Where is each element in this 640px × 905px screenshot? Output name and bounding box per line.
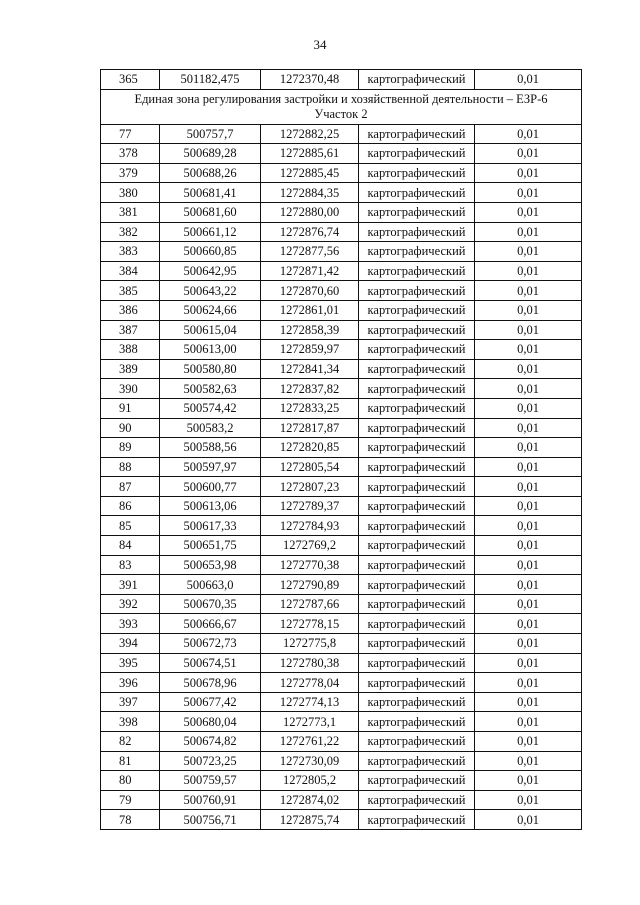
x-coordinate-cell: 500613,00 <box>160 340 261 360</box>
point-number-cell: 77 <box>101 124 160 144</box>
y-coordinate-cell: 1272761,22 <box>261 732 359 752</box>
accuracy-cell: 0,01 <box>475 320 582 340</box>
method-cell: картографический <box>359 516 475 536</box>
point-number-cell: 83 <box>101 555 160 575</box>
table-row <box>101 202 582 222</box>
accuracy-cell: 0,01 <box>475 242 582 262</box>
accuracy-cell: 0,01 <box>475 359 582 379</box>
point-number-cell: 390 <box>101 379 160 399</box>
x-coordinate-cell: 500723,25 <box>160 751 261 771</box>
x-coordinate-cell: 500681,41 <box>160 183 261 203</box>
y-coordinate-cell: 1272773,1 <box>261 712 359 732</box>
method-cell: картографический <box>359 398 475 418</box>
y-coordinate-cell: 1272790,89 <box>261 575 359 595</box>
accuracy-cell: 0,01 <box>475 281 582 301</box>
table-row <box>101 712 582 732</box>
y-coordinate-cell: 1272805,54 <box>261 457 359 477</box>
point-number-cell: 387 <box>101 320 160 340</box>
method-cell: картографический <box>359 810 475 830</box>
x-coordinate-cell: 500757,7 <box>160 124 261 144</box>
x-coordinate-cell: 500588,56 <box>160 438 261 458</box>
x-coordinate-cell: 500674,51 <box>160 653 261 673</box>
table-row <box>101 300 582 320</box>
point-number-cell: 378 <box>101 144 160 164</box>
accuracy-cell: 0,01 <box>475 398 582 418</box>
method-cell: картографический <box>359 575 475 595</box>
x-coordinate-cell: 500660,85 <box>160 242 261 262</box>
method-cell: картографический <box>359 202 475 222</box>
table-row <box>101 70 582 90</box>
accuracy-cell: 0,01 <box>475 457 582 477</box>
y-coordinate-cell: 1272841,34 <box>261 359 359 379</box>
y-coordinate-cell: 1272780,38 <box>261 653 359 673</box>
y-coordinate-cell: 1272833,25 <box>261 398 359 418</box>
table-row <box>101 183 582 203</box>
method-cell: картографический <box>359 653 475 673</box>
accuracy-cell: 0,01 <box>475 438 582 458</box>
y-coordinate-cell: 1272861,01 <box>261 300 359 320</box>
y-coordinate-cell: 1272870,60 <box>261 281 359 301</box>
coordinates-table <box>100 69 582 830</box>
method-cell: картографический <box>359 477 475 497</box>
method-cell: картографический <box>359 614 475 634</box>
accuracy-cell: 0,01 <box>475 712 582 732</box>
x-coordinate-cell: 500681,60 <box>160 202 261 222</box>
method-cell: картографический <box>359 320 475 340</box>
point-number-cell: 79 <box>101 790 160 810</box>
method-cell: картографический <box>359 634 475 654</box>
method-cell: картографический <box>359 732 475 752</box>
accuracy-cell: 0,01 <box>475 634 582 654</box>
point-number-cell: 85 <box>101 516 160 536</box>
table-row <box>101 242 582 262</box>
x-coordinate-cell: 500615,04 <box>160 320 261 340</box>
x-coordinate-cell: 500624,66 <box>160 300 261 320</box>
accuracy-cell: 0,01 <box>475 555 582 575</box>
y-coordinate-cell: 1272884,35 <box>261 183 359 203</box>
y-coordinate-cell: 1272778,15 <box>261 614 359 634</box>
y-coordinate-cell: 1272880,00 <box>261 202 359 222</box>
method-cell: картографический <box>359 70 475 90</box>
point-number-cell: 88 <box>101 457 160 477</box>
x-coordinate-cell: 500580,80 <box>160 359 261 379</box>
table-row <box>101 144 582 164</box>
y-coordinate-cell: 1272820,85 <box>261 438 359 458</box>
point-number-cell: 395 <box>101 653 160 673</box>
point-number-cell: 86 <box>101 496 160 516</box>
x-coordinate-cell: 500617,33 <box>160 516 261 536</box>
point-number-cell: 84 <box>101 536 160 556</box>
x-coordinate-cell: 500582,63 <box>160 379 261 399</box>
table-row <box>101 222 582 242</box>
method-cell: картографический <box>359 379 475 399</box>
accuracy-cell: 0,01 <box>475 692 582 712</box>
x-coordinate-cell: 500756,71 <box>160 810 261 830</box>
x-coordinate-cell: 500670,35 <box>160 594 261 614</box>
y-coordinate-cell: 1272859,97 <box>261 340 359 360</box>
accuracy-cell: 0,01 <box>475 653 582 673</box>
table-row <box>101 261 582 281</box>
x-coordinate-cell: 500677,42 <box>160 692 261 712</box>
x-coordinate-cell: 501182,475 <box>160 70 261 90</box>
method-cell: картографический <box>359 751 475 771</box>
accuracy-cell: 0,01 <box>475 536 582 556</box>
table-row <box>101 653 582 673</box>
x-coordinate-cell: 500613,06 <box>160 496 261 516</box>
point-number-cell: 396 <box>101 673 160 693</box>
point-number-cell: 389 <box>101 359 160 379</box>
accuracy-cell: 0,01 <box>475 300 582 320</box>
x-coordinate-cell: 500674,82 <box>160 732 261 752</box>
point-number-cell: 365 <box>101 70 160 90</box>
y-coordinate-cell: 1272730,09 <box>261 751 359 771</box>
x-coordinate-cell: 500688,26 <box>160 163 261 183</box>
table-row <box>101 810 582 830</box>
method-cell: картографический <box>359 790 475 810</box>
table-row <box>101 751 582 771</box>
table-row <box>101 614 582 634</box>
point-number-cell: 90 <box>101 418 160 438</box>
method-cell: картографический <box>359 242 475 262</box>
point-number-cell: 383 <box>101 242 160 262</box>
table-row <box>101 555 582 575</box>
x-coordinate-cell: 500597,97 <box>160 457 261 477</box>
y-coordinate-cell: 1272858,39 <box>261 320 359 340</box>
table-row <box>101 340 582 360</box>
y-coordinate-cell: 1272787,66 <box>261 594 359 614</box>
method-cell: картографический <box>359 222 475 242</box>
table-row <box>101 379 582 399</box>
y-coordinate-cell: 1272874,02 <box>261 790 359 810</box>
x-coordinate-cell: 500643,22 <box>160 281 261 301</box>
y-coordinate-cell: 1272876,74 <box>261 222 359 242</box>
accuracy-cell: 0,01 <box>475 575 582 595</box>
y-coordinate-cell: 1272770,38 <box>261 555 359 575</box>
x-coordinate-cell: 500689,28 <box>160 144 261 164</box>
method-cell: картографический <box>359 183 475 203</box>
x-coordinate-cell: 500678,96 <box>160 673 261 693</box>
point-number-cell: 78 <box>101 810 160 830</box>
table-row <box>101 673 582 693</box>
y-coordinate-cell: 1272774,13 <box>261 692 359 712</box>
table-row <box>101 320 582 340</box>
table-row <box>101 477 582 497</box>
y-coordinate-cell: 1272882,25 <box>261 124 359 144</box>
x-coordinate-cell: 500653,98 <box>160 555 261 575</box>
method-cell: картографический <box>359 281 475 301</box>
method-cell: картографический <box>359 359 475 379</box>
accuracy-cell: 0,01 <box>475 144 582 164</box>
point-number-cell: 80 <box>101 771 160 791</box>
method-cell: картографический <box>359 712 475 732</box>
method-cell: картографический <box>359 438 475 458</box>
point-number-cell: 381 <box>101 202 160 222</box>
x-coordinate-cell: 500583,2 <box>160 418 261 438</box>
accuracy-cell: 0,01 <box>475 261 582 281</box>
table-row <box>101 163 582 183</box>
y-coordinate-cell: 1272807,23 <box>261 477 359 497</box>
method-cell: картографический <box>359 536 475 556</box>
y-coordinate-cell: 1272784,93 <box>261 516 359 536</box>
point-number-cell: 382 <box>101 222 160 242</box>
method-cell: картографический <box>359 555 475 575</box>
table-row <box>101 771 582 791</box>
point-number-cell: 89 <box>101 438 160 458</box>
point-number-cell: 384 <box>101 261 160 281</box>
point-number-cell: 398 <box>101 712 160 732</box>
accuracy-cell: 0,01 <box>475 516 582 536</box>
point-number-cell: 380 <box>101 183 160 203</box>
x-coordinate-cell: 500666,67 <box>160 614 261 634</box>
accuracy-cell: 0,01 <box>475 496 582 516</box>
point-number-cell: 391 <box>101 575 160 595</box>
accuracy-cell: 0,01 <box>475 614 582 634</box>
table-row <box>101 124 582 144</box>
point-number-cell: 385 <box>101 281 160 301</box>
x-coordinate-cell: 500651,75 <box>160 536 261 556</box>
accuracy-cell: 0,01 <box>475 732 582 752</box>
method-cell: картографический <box>359 771 475 791</box>
y-coordinate-cell: 1272885,45 <box>261 163 359 183</box>
x-coordinate-cell: 500600,77 <box>160 477 261 497</box>
x-coordinate-cell: 500663,0 <box>160 575 261 595</box>
method-cell: картографический <box>359 496 475 516</box>
accuracy-cell: 0,01 <box>475 477 582 497</box>
method-cell: картографический <box>359 692 475 712</box>
y-coordinate-cell: 1272775,8 <box>261 634 359 654</box>
point-number-cell: 91 <box>101 398 160 418</box>
table-row <box>101 359 582 379</box>
accuracy-cell: 0,01 <box>475 673 582 693</box>
accuracy-cell: 0,01 <box>475 163 582 183</box>
point-number-cell: 393 <box>101 614 160 634</box>
point-number-cell: 87 <box>101 477 160 497</box>
x-coordinate-cell: 500760,91 <box>160 790 261 810</box>
method-cell: картографический <box>359 673 475 693</box>
page-number: 34 <box>313 37 327 52</box>
method-cell: картографический <box>359 163 475 183</box>
accuracy-cell: 0,01 <box>475 790 582 810</box>
accuracy-cell: 0,01 <box>475 751 582 771</box>
method-cell: картографический <box>359 144 475 164</box>
accuracy-cell: 0,01 <box>475 771 582 791</box>
table-row <box>101 281 582 301</box>
point-number-cell: 386 <box>101 300 160 320</box>
point-number-cell: 392 <box>101 594 160 614</box>
method-cell: картографический <box>359 594 475 614</box>
method-cell: картографический <box>359 340 475 360</box>
accuracy-cell: 0,01 <box>475 183 582 203</box>
table-row <box>101 732 582 752</box>
x-coordinate-cell: 500759,57 <box>160 771 261 791</box>
x-coordinate-cell: 500672,73 <box>160 634 261 654</box>
x-coordinate-cell: 500642,95 <box>160 261 261 281</box>
y-coordinate-cell: 1272817,87 <box>261 418 359 438</box>
x-coordinate-cell: 500661,12 <box>160 222 261 242</box>
table-row <box>101 418 582 438</box>
y-coordinate-cell: 1272877,56 <box>261 242 359 262</box>
accuracy-cell: 0,01 <box>475 202 582 222</box>
y-coordinate-cell: 1272769,2 <box>261 536 359 556</box>
point-number-cell: 81 <box>101 751 160 771</box>
accuracy-cell: 0,01 <box>475 810 582 830</box>
accuracy-cell: 0,01 <box>475 222 582 242</box>
y-coordinate-cell: 1272789,37 <box>261 496 359 516</box>
accuracy-cell: 0,01 <box>475 418 582 438</box>
y-coordinate-cell: 1272805,2 <box>261 771 359 791</box>
y-coordinate-cell: 1272871,42 <box>261 261 359 281</box>
table-row <box>101 457 582 477</box>
method-cell: картографический <box>359 418 475 438</box>
method-cell: картографический <box>359 261 475 281</box>
method-cell: картографический <box>359 457 475 477</box>
table-row <box>101 496 582 516</box>
method-cell: картографический <box>359 124 475 144</box>
x-coordinate-cell: 500680,04 <box>160 712 261 732</box>
zone-subtitle: Участок 2 <box>314 106 368 121</box>
table-row <box>101 634 582 654</box>
point-number-cell: 394 <box>101 634 160 654</box>
accuracy-cell: 0,01 <box>475 70 582 90</box>
point-number-cell: 82 <box>101 732 160 752</box>
y-coordinate-cell: 1272370,48 <box>261 70 359 90</box>
method-cell: картографический <box>359 300 475 320</box>
table-row <box>101 575 582 595</box>
y-coordinate-cell: 1272778,04 <box>261 673 359 693</box>
accuracy-cell: 0,01 <box>475 594 582 614</box>
accuracy-cell: 0,01 <box>475 124 582 144</box>
accuracy-cell: 0,01 <box>475 340 582 360</box>
table-row <box>101 594 582 614</box>
table-row <box>101 516 582 536</box>
zone-title: Единая зона регулирования застройки и хозяйственной деятельности – ЕЗР-6 <box>134 91 548 106</box>
table-row <box>101 692 582 712</box>
y-coordinate-cell: 1272885,61 <box>261 144 359 164</box>
table-row <box>101 790 582 810</box>
zone-header-cell <box>101 89 582 124</box>
table-row <box>101 398 582 418</box>
point-number-cell: 388 <box>101 340 160 360</box>
point-number-cell: 397 <box>101 692 160 712</box>
zone-header-row <box>101 89 582 124</box>
table-row <box>101 536 582 556</box>
accuracy-cell: 0,01 <box>475 379 582 399</box>
y-coordinate-cell: 1272837,82 <box>261 379 359 399</box>
x-coordinate-cell: 500574,42 <box>160 398 261 418</box>
point-number-cell: 379 <box>101 163 160 183</box>
y-coordinate-cell: 1272875,74 <box>261 810 359 830</box>
table-row <box>101 438 582 458</box>
